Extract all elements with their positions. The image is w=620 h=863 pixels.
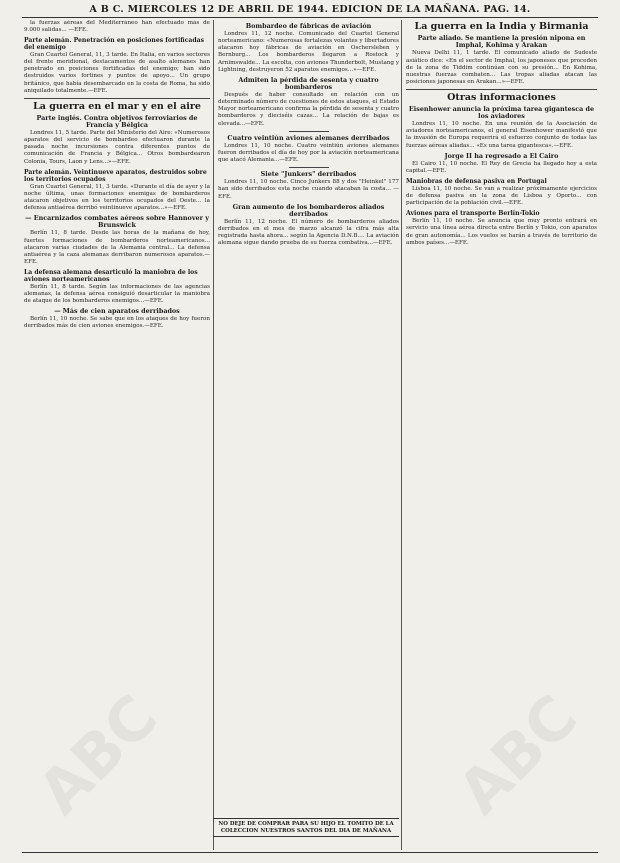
divider: [289, 167, 329, 168]
abc-watermark: ABC: [25, 682, 172, 828]
column-left: [24, 20, 210, 850]
headline: Gran aumento de los bombarderos aliados derribados: [232, 202, 385, 218]
column-center: [213, 20, 399, 850]
headline: Admiten la pérdida de sesenta y cuatro bombarderos: [238, 75, 379, 91]
article-text: Londres 11, 10 noche. Cinco Junkers 88 y dos "Heinkel" 177 han sido derribados esta noche cuando atacaban la costa... —EFE.: [218, 179, 399, 200]
divider: [406, 89, 597, 90]
headline: Parte alemán. Penetración en posiciones fortificadas del enemigo: [24, 37, 205, 52]
section-headline: Otras informaciones: [447, 91, 556, 103]
article-text: la fuerzas aéreas del Mediterráneo han efectuado más de 9.000 salidas... —EFE.: [24, 20, 210, 34]
article-text: Londres 11, 5 tarde. Parte del Ministerio del Aire: «Numerosos aparatos del servicio de bombardeo efectuaron durante la pasada noche incursiones contra diferentes puntos de comunicación de Francia y Bélgica... Otros bombardearon Colonia, Tours, Laon y Lens...»—EFE.: [24, 130, 210, 165]
subheadline: Parte inglés. Contra objetivos ferroviarios de Francia y Bélgica: [36, 113, 198, 129]
article-text: Berlín 11, 10 noche. Se anuncia que muy pronto entrará en servicio una línea aérea directa entre Berlín y Tokio, con aparatos de gran autonomía... Los vuelos se harán a través de territorio de ambos países...—EFE.: [406, 218, 597, 246]
header-rule: [22, 17, 598, 18]
page-header: A B C. MIERCOLES 12 DE ABRIL DE 1944. EDICION DE LA MAÑANA. PAG. 14.: [89, 4, 531, 15]
article-text: Gran Cuartel General, 11, 3 tarde. «Durante el día de ayer y la noche última, unas formaciones enemigas de bombarderos atacaron objetivos en los territorios ocupados del Oeste... la defensa antiaérea derribó veintinueve aparatos...»—EFE.: [24, 183, 210, 211]
article-text: Nueva Delhi 11, 1 tarde. El comunicado aliado de Sudeste asiático dice: «En el sector de Imphal, los japoneses que proceden de la zona de Tiddim continúan con su presión... En Kohima, nuestras fuerzas combaten... Las tropas aliadas atacan las posiciones japonesas en Arakan...»—EFE.: [406, 50, 597, 85]
section-headline: La guerra en el mar y en el aire: [33, 100, 201, 112]
divider: [289, 131, 329, 132]
divider: [24, 98, 210, 99]
article-text: Berlín 11, 8 tarde. Según las informaciones de las agencias alemanas, la defensa aérea consiguió desarticular la maniobra de ataque de los bombarderos enemigos...—EFE.: [24, 283, 210, 305]
article-text: Londres 11, 10 noche. En una reunión de la Asociación de aviadores norteamericanos, el general Eisenhower manifestó que la invasión de Europa requerirá el esfuerzo conjunto de todas las fuerzas aéreas aliadas... «Es una tarea gigantesca».—EFE.: [406, 121, 597, 149]
headline: Maniobras de defensa pasiva en Portugal: [406, 178, 547, 186]
section-headline: La guerra en la India y Birmania: [414, 21, 589, 32]
headline: Parte alemán. Veintinueve aparatos, destruidos sobre los territorios ocupados: [24, 168, 207, 183]
subheadline: Eisenhower anuncia la próxima tarea gigantesca de los aviadores: [408, 104, 595, 121]
footer-rule: [22, 852, 598, 853]
article-text: Lisboa 11, 10 noche. Se van a realizar próximamente ejercicios de defensa pasiva en la zona de Lisboa y Oporto... con participación de la población civil.—EFE.: [406, 186, 597, 207]
headline: — Más de cien aparatos derribados: [54, 307, 180, 316]
headline: — Encarnizados combates aéreos sobre Hannover y Brunswick: [25, 214, 209, 230]
article-text: Berlín 11, 10 noche. Se sabe que en los ataques de hoy fueron derribados más de cien aviones enemigos.—EFE.: [24, 316, 210, 330]
promo-notice: NO DEJE DE COMPRAR PARA SU HIJO EL TOMITO DE LA COLECCION NUESTROS SANTOS DEL DIA DE MAÑANA: [213, 818, 399, 837]
headline: Bombardeo de fábricas de aviación: [245, 22, 372, 30]
article-text: Berlín 11, 8 tarde. Desde las horas de la mañana de hoy, fuertes formaciones de bombarderos norteamericanos... atacaron varias ciudades de la Alemania central... La defensa antiaérea y la caza alemanas derribaron numerosos aparatos.—EFE.: [24, 230, 210, 265]
article-text: Londres 11, 10 noche. Cuatro veintiún aviones alemanes fueron derribados el día de hoy por la aviación norteamericana que atacó Alemania...—EFE.: [218, 142, 399, 164]
headline: Cuatro veintiún aviones alemanes derribados: [227, 133, 390, 142]
column-right: [401, 20, 597, 850]
article-text: Después de haber consultado en relación con un determinado número de cuestiones de estos ataques, el Estado Mayor norteamericano confirma la pérdida de sesenta y cuatro bombarderos y dieciséis cazas... La relación de bajas es elevada...—EFE.: [218, 92, 399, 127]
article-text: El Cairo 11, 10 noche. El Rey de Grecia ha llegado hoy a esta capital.—EFE.: [406, 160, 597, 174]
subheadline: Parte aliado. Se mantiene la presión nipona en Imphal, Kohima y Arakan: [417, 34, 586, 50]
headline: La defensa alemana desarticuló la maniobra de los aviones norteamericanos: [24, 268, 198, 283]
headline: Siete "Junkers" derribados: [260, 170, 357, 179]
article-text: Londres 11, 12 noche. Comunicado del Cuartel General norteamericano: «Numerosas fortalezas volantes y libertadores atacaron hoy fábricas de aviación en Oschersleben y Bernburg... Los bombarderos llegaron a Rostock y Arnimswalde... La escolta, con aviones Thunderbolt, Mustang y Lightning, destruyeron 52 aparatos enemigos...»—EFE.: [218, 31, 399, 73]
headline: Jorge II ha regresado a El Cairo: [444, 151, 559, 160]
abc-watermark: ABC: [445, 682, 592, 828]
article-text: Berlín 11, 12 noche. El número de bombarderos aliados derribados en el mes de marzo alcanzó la cifra más alta registrada hasta ahora... según la Agencia D.N.B.... La aviación alemana sigue dando prueba de su fuerza combativa...—EFE.: [218, 219, 399, 247]
article-text: Gran Cuartel General, 11, 3 tarde. En Italia, en varios sectores del frente meridional, destacamentos de asalto alemanes han penetrado en posiciones fortificadas del enemigo; han sido destruidos varios fortines y puntos de apoyo... Un grupo británico, que había desembarcado en la costa de Roma, ha sido aniquilado totalmente.—EFE.: [24, 52, 210, 94]
headline: Aviones para el transporte Berlín-Tokio: [406, 210, 540, 218]
